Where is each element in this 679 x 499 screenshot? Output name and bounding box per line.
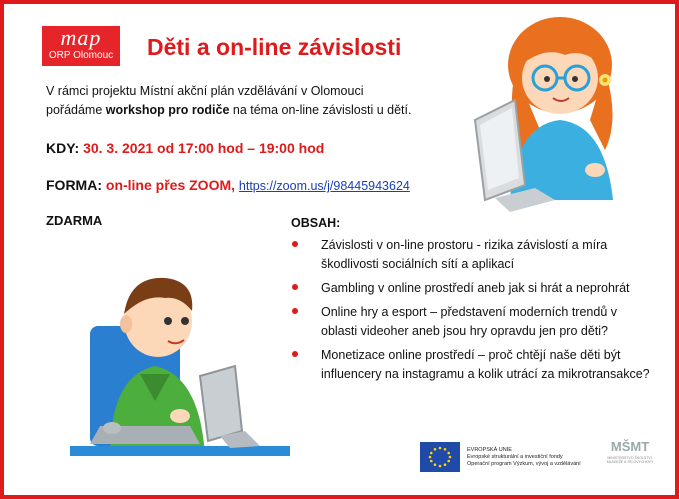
eu-flag-icon (420, 442, 460, 472)
list-item-text: Závislosti v on-line prostoru - rizika závislostí a míra škodlivosti sociálních sítí a aplikací (321, 238, 608, 271)
list-item-text: Online hry a esport – představení moderních trendů v oblasti videoher aneb jsou hry opravdu jen pro děti? (321, 305, 617, 338)
bullet-icon (292, 284, 298, 290)
form-line (46, 177, 410, 193)
bullet-icon (292, 241, 298, 247)
content-list (290, 236, 650, 389)
when-label: KDY: (46, 140, 80, 156)
eu-text (467, 447, 581, 468)
intro-workshop-highlight: workshop pro rodiče (105, 103, 230, 117)
list-item-text: Gambling v online prostředí aneb jak si hrát a neprohrát (321, 281, 630, 295)
eu-line-3: Operační program Výzkum, vývoj a vzdělávání (467, 460, 581, 467)
intro-line-2-pre: pořádáme (46, 103, 106, 117)
logo-subtitle: ORP Olomouc (48, 50, 114, 61)
msmt-mark: MŠMT (610, 439, 650, 454)
list-item-text: Monetizace online prostředí – proč chtějí naše děti být influencery na instagramu a kolik utrácí za mikrotransakce? (321, 348, 650, 381)
content-heading: OBSAH: (291, 216, 341, 230)
msmt-logo (605, 438, 655, 478)
map-logo (42, 26, 120, 66)
list-item (290, 236, 650, 274)
list-item (290, 346, 650, 384)
intro-line-1: V rámci projektu Místní akční plán vzdělávání v Olomouci (46, 84, 364, 98)
bullet-icon (292, 351, 298, 357)
page-title: Děti a on-line závislosti (147, 34, 402, 60)
msmt-subtitle: MINISTERSTVO ŠKOLSTVÍ, MLÁDEŽE A TĚLOVÝCHOVY (606, 456, 654, 464)
form-label: FORMA: (46, 177, 102, 193)
when-line (46, 140, 324, 156)
intro-text (46, 82, 466, 120)
eu-line-2: Evropské strukturální a investiční fondy (467, 453, 563, 460)
boy-computer-illustration (70, 266, 290, 466)
free-label: ZDARMA (46, 213, 103, 228)
intro-line-2-post: na téma on-line závislosti u dětí. (229, 103, 412, 117)
bullet-icon (292, 308, 298, 314)
zoom-link[interactable]: https://zoom.us/j/98445943624 (238, 179, 410, 193)
form-value: on-line přes ZOOM, (105, 177, 236, 193)
girl-computer-illustration (455, 10, 655, 220)
eu-funding-logo (420, 442, 581, 472)
when-value: 30. 3. 2021 od 17:00 hod – 19:00 hod (83, 140, 325, 156)
list-item (290, 303, 650, 341)
list-item (290, 279, 650, 298)
eu-line-1: EVROPSKÁ UNIE (467, 446, 512, 453)
intro-line-2 (46, 101, 466, 120)
logo-wordmark: map (60, 25, 102, 50)
